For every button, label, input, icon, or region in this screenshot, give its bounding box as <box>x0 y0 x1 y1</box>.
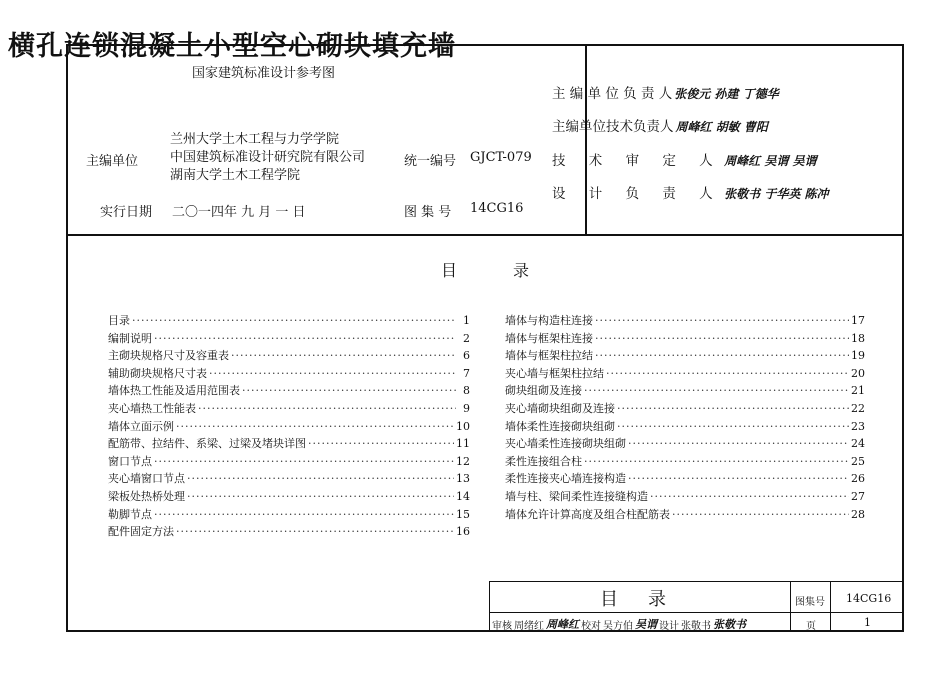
toc-item[interactable]: 配筋带、拉结件、系梁、过梁及堵块详图 ····· 11 <box>108 435 470 453</box>
responsible-row <box>552 182 829 202</box>
design-name: 张敬书 <box>681 620 711 632</box>
toc-item[interactable]: 夹心墙热工性能表 ····· 9 <box>108 400 470 418</box>
toc-item[interactable]: 辅助砌块规格尺寸表 ····· 7 <box>108 365 470 383</box>
date-label: 实行日期 <box>100 205 153 220</box>
toc-item[interactable]: 墙体允许计算高度及组合柱配筋表 ····· 28 <box>505 506 865 524</box>
title-block-divider <box>490 612 904 613</box>
signature: 周峰红 吴谓 吴谓 <box>724 154 817 168</box>
toc-item[interactable]: 编制说明 ····· 2 <box>108 330 470 348</box>
signature: 张敬书 于华英 陈冲 <box>724 187 829 201</box>
responsible-row <box>552 149 817 169</box>
title-block-col-divider <box>790 582 791 632</box>
toc-title-left: 目 <box>441 261 458 280</box>
check-signature: 吴谓 <box>635 618 657 631</box>
page-title: 横孔连锁混凝土小型空心砌块填充墙 <box>8 31 456 62</box>
toc-item[interactable]: 勒脚节点 ····· 15 <box>108 506 470 524</box>
toc-title-right: 录 <box>513 261 530 280</box>
code-value: GJCT-079 <box>470 150 532 165</box>
toc-item[interactable]: 夹心墙柔性连接砌块组砌 ····· 24 <box>505 435 865 453</box>
toc-item[interactable]: 砌块组砌及连接 ····· 21 <box>505 382 865 400</box>
toc-item[interactable]: 夹心墙砌块组砌及连接 ····· 22 <box>505 400 865 418</box>
toc-item[interactable]: 窗口节点 ····· 12 <box>108 453 470 471</box>
title-block-title: 目录 <box>600 589 696 610</box>
header-vertical-divider <box>585 46 587 234</box>
toc-left-column <box>108 312 470 541</box>
atlas-value: 14CG16 <box>470 201 524 216</box>
responsible-row <box>552 82 779 102</box>
toc-item[interactable]: 柔性连接夹心墙连接构造 ····· 26 <box>505 470 865 488</box>
toc-item[interactable]: 墙体与构造柱连接 ····· 17 <box>505 312 865 330</box>
signature: 周峰红 胡敏 曹阳 <box>675 120 768 134</box>
toc-item[interactable]: 夹心墙窗口节点 ····· 13 <box>108 470 470 488</box>
responsible-role: 主编单位技术负责人 <box>552 119 674 135</box>
title-block <box>489 581 904 632</box>
responsible-row <box>552 115 768 135</box>
signature: 张俊元 孙建 丁德华 <box>674 87 779 101</box>
date-value: 二〇一四年 九 月 一 日 <box>172 205 306 220</box>
chief-units-label: 主编单位 <box>86 154 139 169</box>
toc-item[interactable]: 梁板处热桥处理 ····· 14 <box>108 488 470 506</box>
responsible-role: 技 术 审 定 人 <box>552 153 723 169</box>
page-subtitle: 国家建筑标准设计参考图 <box>192 66 336 81</box>
review-name: 周绪红 <box>514 620 544 632</box>
chief-unit: 中国建筑标准设计研究院有限公司 <box>170 150 366 165</box>
design-label: 设计 <box>659 620 679 632</box>
title-block-page-value: 1 <box>864 616 871 629</box>
toc-item[interactable]: 墙体与框架柱连接 ····· 18 <box>505 330 865 348</box>
chief-unit: 兰州大学土木工程与力学学院 <box>170 132 340 147</box>
toc-item[interactable]: 墙体柔性连接砌块组砌 ····· 23 <box>505 418 865 436</box>
responsible-role: 设 计 负 责 人 <box>552 186 723 202</box>
toc-item[interactable]: 墙体立面示例 ····· 10 <box>108 418 470 436</box>
header-divider <box>68 234 902 236</box>
title-block-atlas-label: 图集号 <box>795 597 825 608</box>
toc-item[interactable]: 配件固定方法 ····· 16 <box>108 523 470 541</box>
chief-units-list <box>170 131 365 185</box>
title-block-page-label: 页 <box>806 621 816 632</box>
toc-item[interactable]: 墙体热工性能及适用范围表 ····· 8 <box>108 382 470 400</box>
design-signature: 张敬书 <box>713 618 746 631</box>
title-block-col-divider <box>830 582 831 632</box>
toc-right-column <box>505 312 865 523</box>
atlas-label: 图 集 号 <box>404 205 452 220</box>
review-signature: 周峰红 <box>546 618 579 631</box>
check-name: 吴方伯 <box>603 620 633 632</box>
title-block-atlas-value: 14CG16 <box>846 592 892 605</box>
title-block-approvals <box>492 616 746 632</box>
toc-item[interactable]: 主砌块规格尺寸及容重表 ····· 6 <box>108 347 470 365</box>
check-label: 校对 <box>581 620 601 632</box>
code-label: 统一编号 <box>404 154 457 169</box>
chief-unit: 湖南大学土木工程学院 <box>170 168 301 183</box>
toc-item[interactable]: 柔性连接组合柱 ····· 25 <box>505 453 865 471</box>
toc-item[interactable]: 墙体与框架柱拉结 ····· 19 <box>505 347 865 365</box>
toc-item[interactable]: 墙与柱、梁间柔性连接缝构造 ····· 27 <box>505 488 865 506</box>
toc-item[interactable]: 夹心墙与框架柱拉结 ····· 20 <box>505 365 865 383</box>
toc-item[interactable]: 目录 ····· 1 <box>108 312 470 330</box>
review-label: 审核 <box>492 620 512 632</box>
responsible-role: 主 编 单 位 负 责 人 <box>552 86 673 102</box>
